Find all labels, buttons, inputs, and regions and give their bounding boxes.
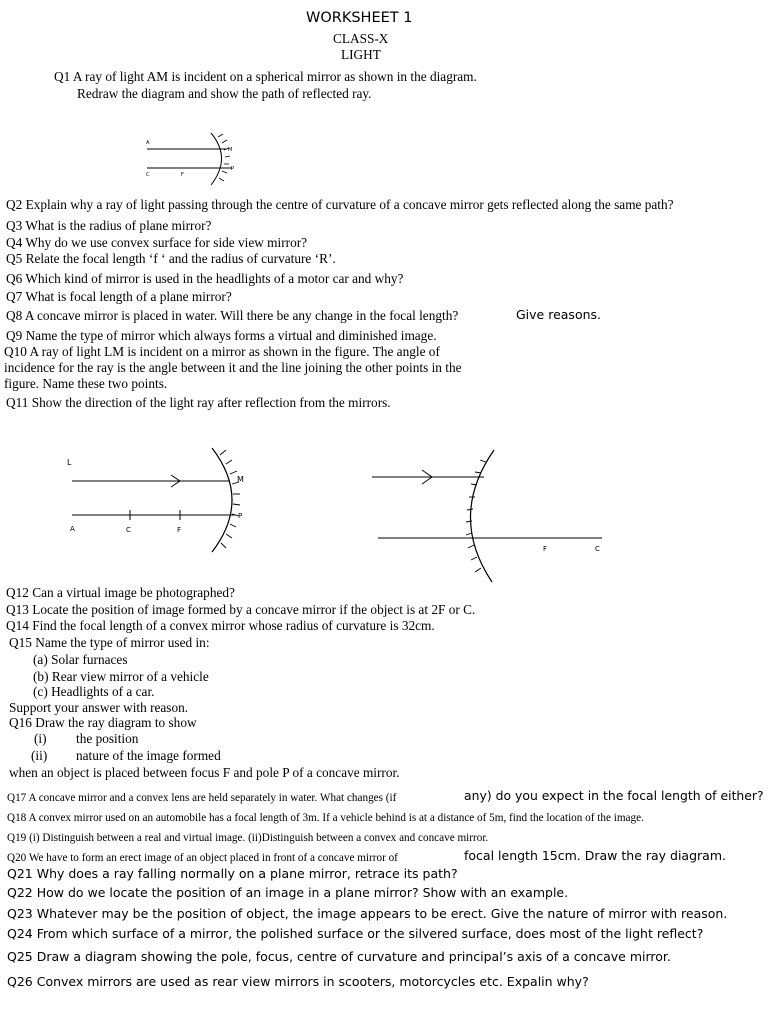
- question-18: Q18 A convex mirror used on an automobile has a focal length of 3m. If a vehicle behind is at a distance of 5m, find the location of the image.: [7, 812, 644, 824]
- question-20-part-a: Q20 We have to form an erect image of an object placed in front of a concave mirror of: [7, 852, 398, 864]
- fig1-label-a: A: [146, 140, 150, 146]
- fig2-label-m: M: [237, 475, 244, 484]
- question-17-part-a: Q17 A concave mirror and a convex lens are held separately in water. What changes (if: [7, 792, 397, 804]
- question-16-item-ii: nature of the image formed: [76, 748, 221, 763]
- fig3-label-f: F: [543, 545, 548, 553]
- question-9: Q9 Name the type of mirror which always forms a virtual and diminished image.: [6, 328, 437, 343]
- convex-mirror: [470, 450, 494, 582]
- question-13: Q13 Locate the position of image formed by a concave mirror if the object is at 2F or C.: [6, 602, 476, 617]
- question-7: Q7 What is focal length of a plane mirror?: [6, 289, 232, 304]
- question-16: Q16 Draw the ray diagram to show: [9, 715, 197, 730]
- question-25: Q25 Draw a diagram showing the pole, focus, centre of curvature and principal’s axis of a concave mirror.: [7, 949, 671, 964]
- question-10-line-2: incidence for the ray is the angle between it and the line joining the other points in the: [4, 360, 462, 375]
- question-16-item-i: the position: [76, 731, 139, 746]
- fig2-label-l: L: [67, 458, 72, 467]
- question-15: Q15 Name the type of mirror used in:: [9, 635, 210, 650]
- question-24: Q24 From which surface of a mirror, the polished surface or the silvered surface, does most of the light reflect?: [7, 926, 704, 941]
- class-label: CLASS-X: [333, 31, 389, 46]
- question-1-line-2: Redraw the diagram and show the path of reflected ray.: [77, 86, 372, 101]
- question-8: Q8 A concave mirror is placed in water. Will there be any change in the focal length?: [6, 308, 459, 323]
- question-8-tail: Give reasons.: [516, 307, 602, 322]
- fig3-label-c: C: [595, 545, 600, 553]
- question-23: Q23 Whatever may be the position of object, the image appears to be erect. Give the nature of mirror with reason.: [7, 906, 728, 921]
- fig1-label-c: C: [146, 172, 150, 178]
- question-2: Q2 Explain why a ray of light passing through the centre of curvature of a concave mirror gets reflected along the same path?: [6, 197, 674, 212]
- question-11: Q11 Show the direction of the light ray after reflection from the mirrors.: [6, 395, 391, 410]
- fig1-label-m: M: [228, 147, 233, 153]
- question-16-item-i-number: (i): [34, 731, 47, 746]
- question-20-part-b: focal length 15cm. Draw the ray diagram.: [464, 848, 726, 863]
- question-15-support: Support your answer with reason.: [9, 700, 189, 715]
- question-10-line-3: figure. Name these two points.: [4, 376, 168, 391]
- fig2-label-p: P: [238, 512, 243, 520]
- question-16-tail: when an object is placed between focus F and pole P of a concave mirror.: [9, 765, 400, 780]
- fig2-label-c: C: [126, 526, 131, 534]
- question-1-line-1: Q1 A ray of light AM is incident on a spherical mirror as shown in the diagram.: [54, 69, 477, 84]
- question-4: Q4 Why do we use convex surface for side view mirror?: [6, 235, 308, 250]
- question-6: Q6 Which kind of mirror is used in the headlights of a motor car and why?: [6, 271, 404, 286]
- fig1-label-p: P: [231, 166, 235, 172]
- question-5: Q5 Relate the focal length ‘f ‘ and the radius of curvature ‘R’.: [6, 251, 336, 266]
- question-14: Q14 Find the focal length of a convex mirror whose radius of curvature is 32cm.: [6, 618, 435, 633]
- question-16-item-ii-number: (ii): [31, 748, 48, 763]
- question-15-option-c: (c) Headlights of a car.: [33, 684, 155, 699]
- question-3: Q3 What is the radius of plane mirror?: [6, 218, 212, 233]
- fig1-label-f: F: [181, 172, 184, 178]
- question-22: Q22 How do we locate the position of an image in a plane mirror? Show with an example.: [7, 885, 569, 900]
- question-21: Q21 Why does a ray falling normally on a plane mirror, retrace its path?: [7, 866, 458, 881]
- question-12: Q12 Can a virtual image be photographed?: [6, 585, 235, 600]
- fig2-label-f: F: [177, 526, 182, 534]
- question-10-line-1: Q10 A ray of light LM is incident on a mirror as shown in the figure. The angle of: [4, 344, 440, 359]
- question-19: Q19 (i) Distinguish between a real and virtual image. (ii)Distinguish between a convex and concave mirror.: [7, 832, 489, 844]
- fig2-label-a: A: [70, 525, 75, 533]
- question-15-option-b: (b) Rear view mirror of a vehicle: [33, 669, 209, 684]
- worksheet-title: WORKSHEET 1: [306, 10, 413, 26]
- question-17-part-b: any) do you expect in the focal length of either?: [464, 788, 764, 803]
- subject-label: LIGHT: [341, 47, 381, 62]
- question-15-option-a: (a) Solar furnaces: [33, 652, 128, 667]
- question-26: Q26 Convex mirrors are used as rear view mirrors in scooters, motorcycles etc. Expalin why?: [7, 974, 589, 989]
